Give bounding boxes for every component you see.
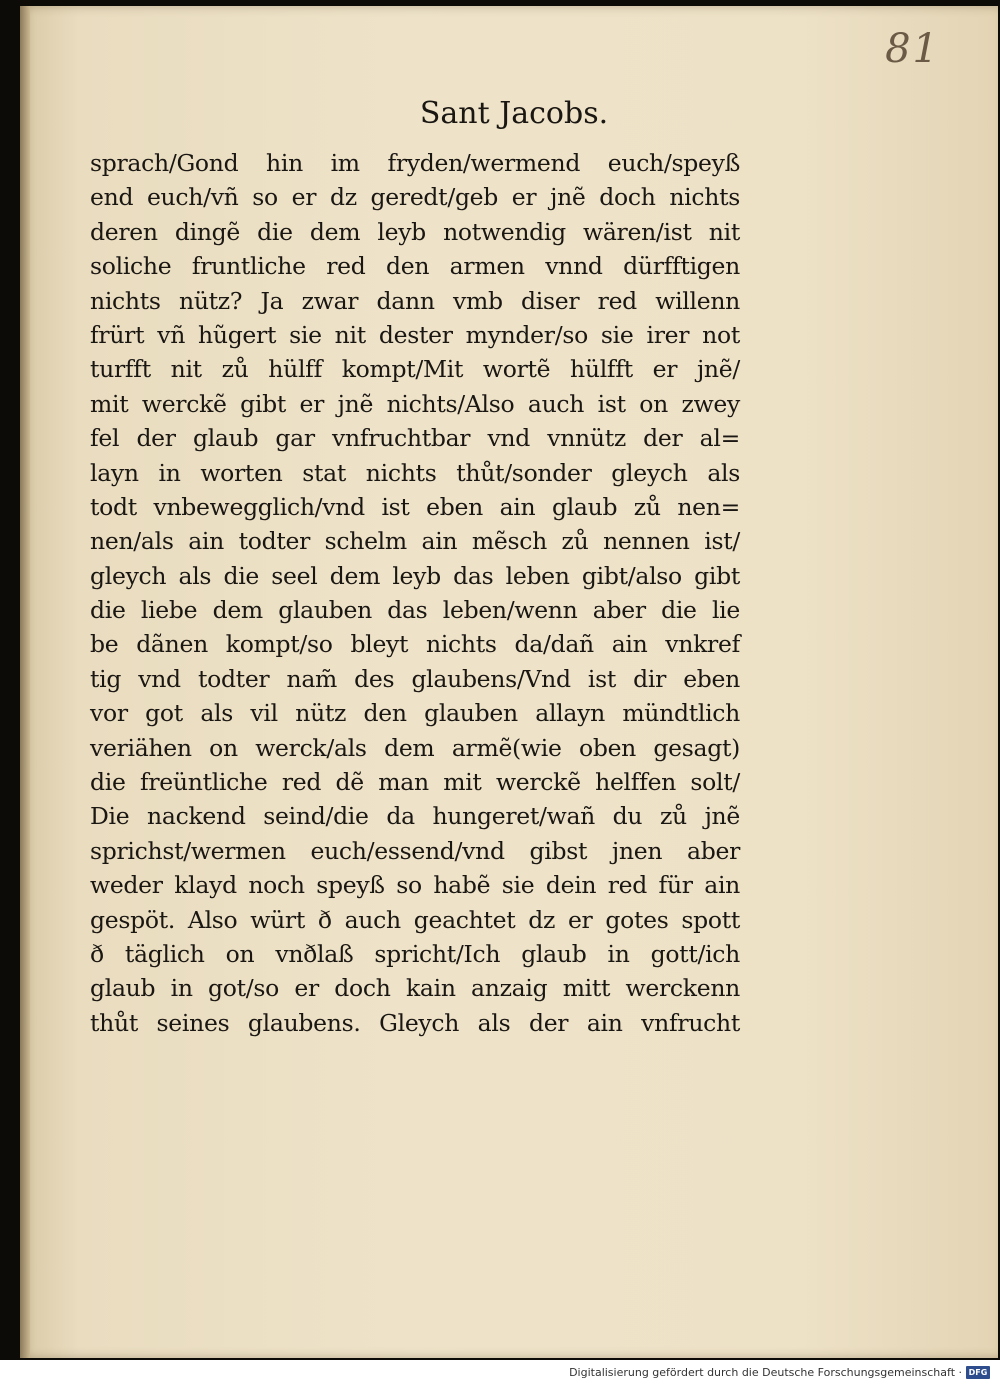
text-line: nen/als ain todter schelm ain mẽsch zů nennen ist/ [90, 527, 740, 556]
text-line: soliche fruntliche red den armen vnnd dürfftigen [90, 252, 740, 281]
text-line: weder klayd noch speyß so habẽ sie dein red für ain [90, 871, 740, 900]
text-line: frürt vñ hũgert sie nit dester mynder/so sie irer not [90, 320, 740, 349]
text-line: sprichst/wermen euch/essend/vnd gibst jnen aber [90, 836, 740, 865]
text-line: sprach/Gond hin im fryden/wermend euch/speyß [90, 149, 740, 177]
funding-notice: Digitalisierung gefördert durch die Deutsche Forschungsgemeinschaft · [569, 1366, 962, 1379]
text-line: deren dingẽ die dem leyb notwendig wären/ist nit [90, 217, 740, 246]
text-line: Die nackend seind/die da hungeret/wañ du zů jnẽ [90, 802, 740, 831]
dfg-logo-icon: DFG [966, 1366, 990, 1379]
folio-number: 81 [885, 26, 940, 72]
text-line: veriähen on werck/als dem armẽ(wie oben gesagt) [90, 733, 740, 762]
text-line: thůt seines glaubens. Gleych als der ain vnfrucht [90, 1008, 740, 1037]
text-line: tig vnd todter nam̃ des glaubens/Vnd ist dir eben [90, 664, 740, 693]
text-line: todt vnbewegglich/vnd ist eben ain glaub zů nen= [90, 492, 740, 521]
text-line: ð täglich on vnðlaß spricht/Ich glaub in gott/ich [90, 939, 740, 968]
text-line: fel der glaub gar vnfruchtbar vnd vnnütz der al= [90, 424, 740, 453]
running-head: Sant Jacobs. [419, 96, 609, 131]
text-line: end euch/vñ so er dz geredt/geb er jnẽ doch nichts [90, 183, 740, 212]
page-gutter-shadow [20, 6, 30, 1358]
text-line: be dãnen kompt/so bleyt nichts da/dañ ain vnkref [90, 630, 740, 659]
text-line: layn in worten stat nichts thůt/sonder gleych als [90, 458, 740, 487]
text-block [90, 146, 740, 1040]
text-line: mit werckẽ gibt er jnẽ nichts/Also auch ist on zwey [90, 389, 740, 418]
text-line: vor got als vil nütz den glauben allayn mündtlich [90, 699, 740, 728]
text-line: glaub in got/so er doch kain anzaig mitt werckenn [90, 974, 740, 1003]
text-line: die liebe dem glauben das leben/wenn aber die lie [90, 596, 740, 625]
text-line: gleych als die seel dem leyb das leben gibt/also gibt [90, 561, 740, 590]
text-line: gespöt. Also würt ð auch geachtet dz er gotes spott [90, 905, 740, 934]
text-line: turfft nit zů hülff kompt/Mit wortẽ hülfft er jnẽ/ [90, 355, 740, 384]
footer-bar [0, 1362, 1000, 1385]
text-line: nichts nütz? Ja zwar dann vmb diser red willenn [90, 286, 740, 315]
text-line: die freüntliche red dẽ man mit werckẽ helffen solt/ [90, 768, 740, 797]
